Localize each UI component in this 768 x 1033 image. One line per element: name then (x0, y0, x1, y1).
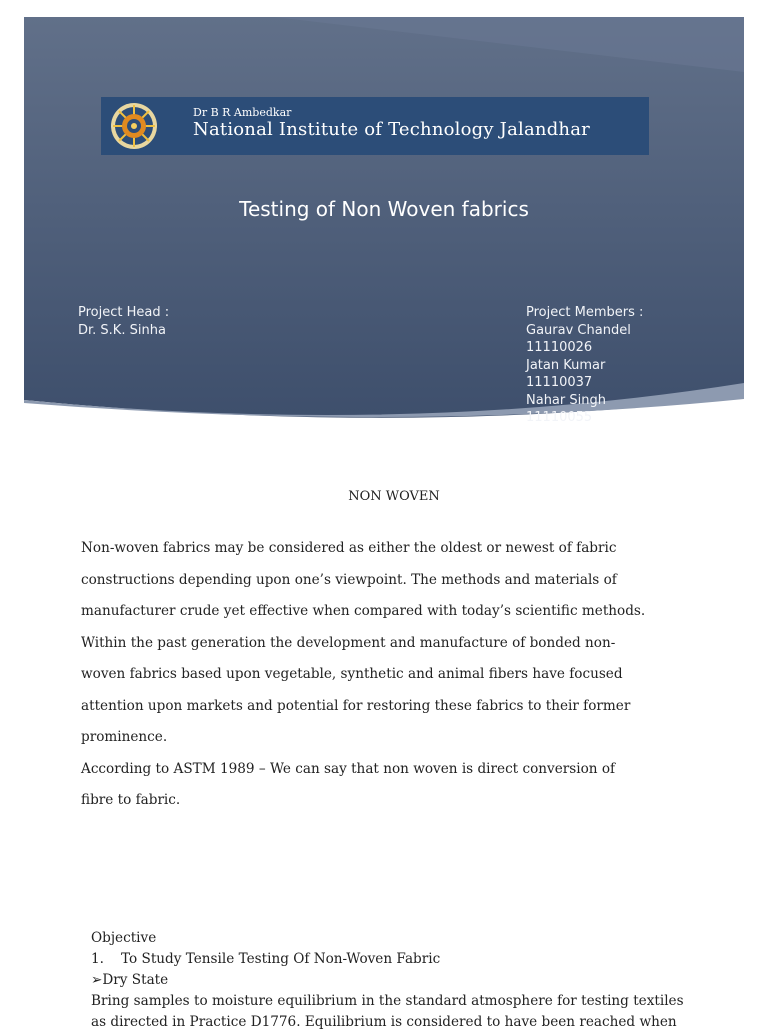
project-head-name: Dr. S.K. Sinha (78, 322, 166, 338)
paragraph-line: fibre to fabric. (81, 792, 181, 808)
paragraph-line: constructions depending upon one’s viewpoint. The methods and materials of (81, 571, 617, 588)
project-head-block (78, 304, 169, 339)
bullet-text: Dry State (102, 972, 169, 988)
body-line: Bring samples to moisture equilibrium in the standard atmosphere for testing textiles (91, 993, 684, 1009)
arrow-bullet-icon: ➢ (91, 972, 103, 988)
member-line: 11110026 (526, 340, 593, 355)
institute-seal-icon (109, 101, 159, 151)
objective-item-text: To Study Tensile Testing Of Non-Woven Fabric (121, 951, 441, 967)
objective-label: Objective (91, 930, 157, 946)
paragraph-line: prominence. (81, 729, 168, 745)
project-members-block (526, 304, 643, 424)
intro-paragraph (81, 533, 681, 817)
institute-banner (101, 97, 649, 155)
paragraph-line: Within the past generation the development and manufacture of bonded non- (81, 634, 616, 651)
logo-institute-name: National Institute of Technology Jalandhar (193, 119, 590, 140)
bullet-item (91, 970, 701, 991)
member-line: Gaurav Chandel (526, 322, 631, 338)
paragraph-line: manufacturer crude yet effective when compared with today’s scientific methods. (81, 603, 646, 619)
objective-item (91, 949, 701, 970)
title-slide (24, 17, 744, 424)
project-head-label: Project Head : (78, 305, 170, 320)
body-line: as directed in Practice D1776. Equilibrium is considered to have been reached when (91, 1014, 677, 1030)
slide-title: Testing of Non Woven fabrics (239, 197, 529, 221)
member-line: Nahar Singh (526, 392, 606, 408)
member-line: 11110037 (526, 375, 593, 390)
member-line: 11110055 (526, 410, 593, 424)
paragraph-line: woven fabrics based upon vegetable, synthetic and animal fibers have focused (81, 666, 623, 682)
paragraph-line: Non-woven fabrics may be considered as either the oldest or newest of fabric (81, 540, 617, 556)
logo-subtitle: Dr B R Ambedkar (193, 106, 292, 119)
section-heading: NON WOVEN (348, 489, 440, 504)
project-members-label: Project Members : (526, 305, 644, 320)
paragraph-line: attention upon markets and potential for restoring these fabrics to their former (81, 697, 631, 714)
objective-section (91, 928, 701, 1033)
paragraph-line: According to ASTM 1989 – We can say that non woven is direct conversion of (81, 760, 616, 777)
member-line: Jatan Kumar (526, 357, 606, 373)
objective-item-number: 1. (91, 951, 104, 967)
